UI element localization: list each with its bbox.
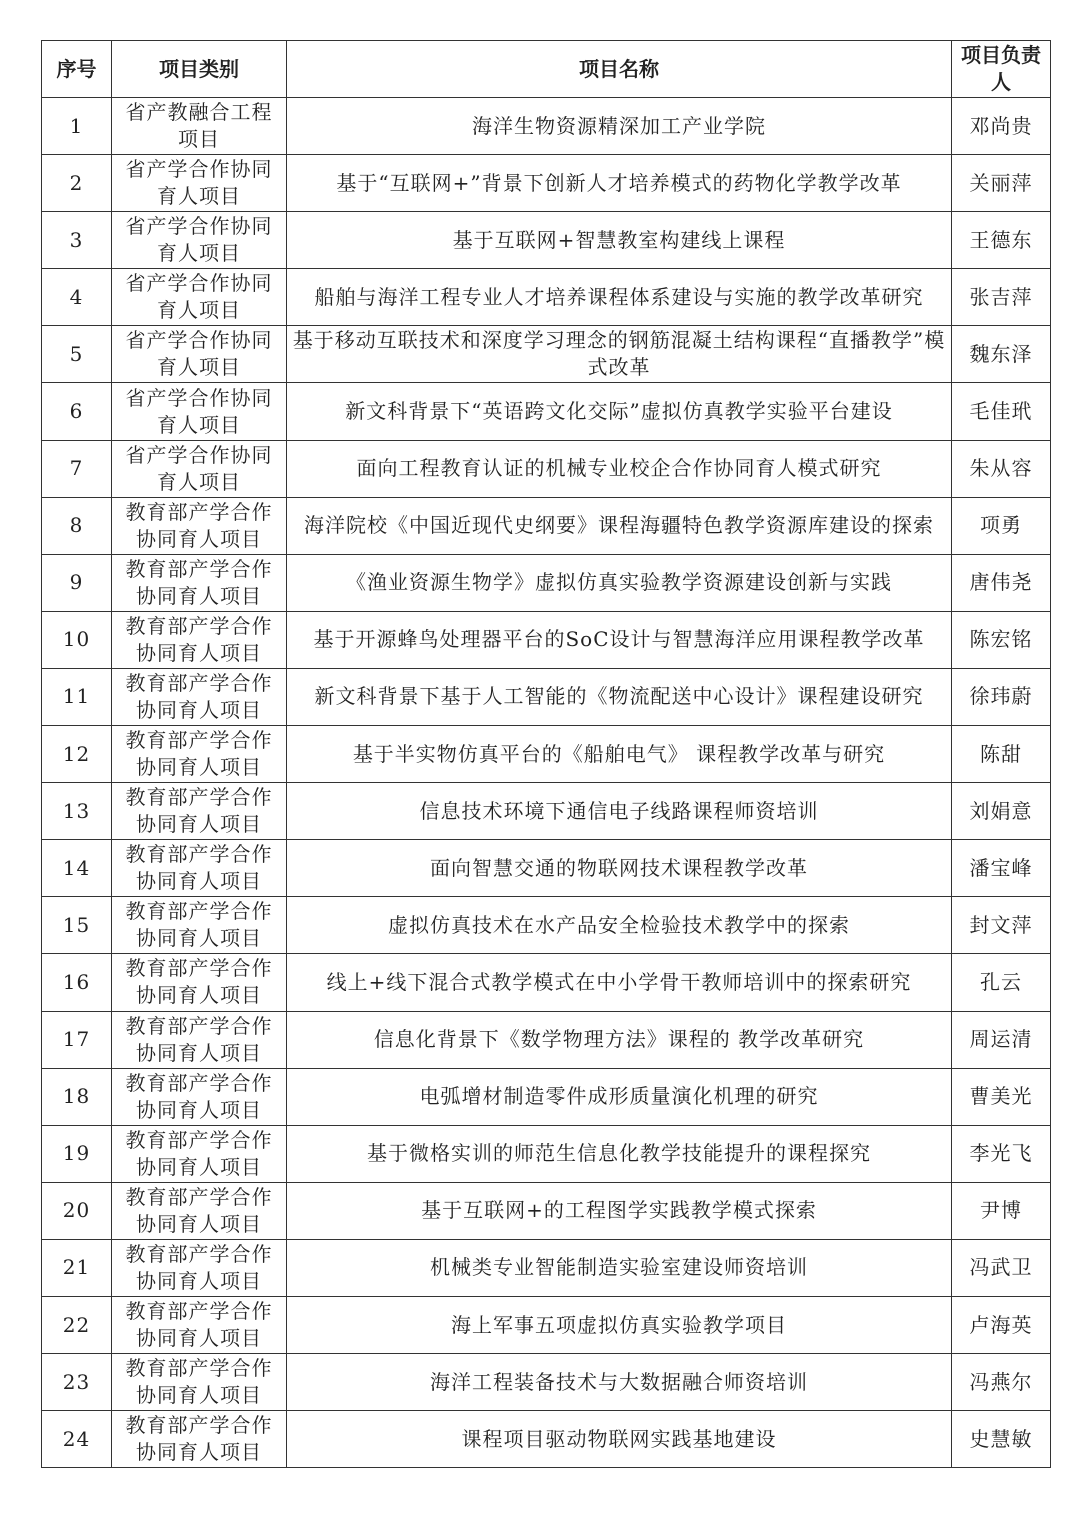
row-number: 20 [42, 1182, 112, 1239]
table-row [42, 554, 1051, 611]
row-number: 3 [42, 212, 112, 269]
table-header-row [42, 41, 1051, 98]
table-row [42, 497, 1051, 554]
project-name: 基于移动互联技术和深度学习理念的钢筋混凝土结构课程“直播教学”模式改革 [287, 326, 952, 383]
project-name: 海洋院校《中国近现代史纲要》课程海疆特色教学资源库建设的探索 [287, 497, 952, 554]
row-number: 6 [42, 383, 112, 440]
project-name: 海洋工程装备技术与大数据融合师资培训 [287, 1354, 952, 1411]
project-category: 教育部产学合作协同育人项目 [112, 668, 287, 725]
project-category: 教育部产学合作协同育人项目 [112, 726, 287, 783]
table-row [42, 1011, 1051, 1068]
row-number: 16 [42, 954, 112, 1011]
project-category: 教育部产学合作协同育人项目 [112, 954, 287, 1011]
project-leader: 封文萍 [952, 897, 1051, 954]
project-leader: 唐伟尧 [952, 554, 1051, 611]
project-category: 教育部产学合作协同育人项目 [112, 1125, 287, 1182]
project-category: 教育部产学合作协同育人项目 [112, 840, 287, 897]
row-number: 21 [42, 1239, 112, 1296]
row-number: 14 [42, 840, 112, 897]
project-leader: 邓尚贵 [952, 98, 1051, 155]
row-number: 5 [42, 326, 112, 383]
project-leader: 潘宝峰 [952, 840, 1051, 897]
row-number: 12 [42, 726, 112, 783]
table-row [42, 1354, 1051, 1411]
row-number: 1 [42, 98, 112, 155]
row-number: 15 [42, 897, 112, 954]
project-leader: 冯武卫 [952, 1239, 1051, 1296]
project-name: 海上军事五项虚拟仿真实验教学项目 [287, 1296, 952, 1353]
project-leader: 曹美光 [952, 1068, 1051, 1125]
project-leader: 张吉萍 [952, 269, 1051, 326]
project-leader: 魏东泽 [952, 326, 1051, 383]
header-no: 序号 [42, 41, 112, 98]
table-row [42, 155, 1051, 212]
row-number: 19 [42, 1125, 112, 1182]
project-name: 船舶与海洋工程专业人才培养课程体系建设与实施的教学改革研究 [287, 269, 952, 326]
project-name: 线上+线下混合式教学模式在中小学骨干教师培训中的探索研究 [287, 954, 952, 1011]
table-row [42, 212, 1051, 269]
table-row [42, 1239, 1051, 1296]
table-row [42, 1125, 1051, 1182]
table-row [42, 326, 1051, 383]
row-number: 4 [42, 269, 112, 326]
table-row [42, 840, 1051, 897]
project-leader: 陈宏铭 [952, 611, 1051, 668]
project-category: 教育部产学合作协同育人项目 [112, 554, 287, 611]
project-leader: 周运清 [952, 1011, 1051, 1068]
project-leader: 孔云 [952, 954, 1051, 1011]
project-category: 教育部产学合作协同育人项目 [112, 1354, 287, 1411]
project-name: 课程项目驱动物联网实践基地建设 [287, 1411, 952, 1468]
project-leader: 刘娟意 [952, 783, 1051, 840]
table-row [42, 269, 1051, 326]
project-leader: 毛佳玳 [952, 383, 1051, 440]
table-row [42, 383, 1051, 440]
table-row [42, 726, 1051, 783]
project-name: 基于微格实训的师范生信息化教学技能提升的课程探究 [287, 1125, 952, 1182]
project-name: 基于“互联网+”背景下创新人才培养模式的药物化学教学改革 [287, 155, 952, 212]
project-name: 《渔业资源生物学》虚拟仿真实验教学资源建设创新与实践 [287, 554, 952, 611]
project-leader: 项勇 [952, 497, 1051, 554]
project-leader: 史慧敏 [952, 1411, 1051, 1468]
project-leader: 李光飞 [952, 1125, 1051, 1182]
project-category: 省产教融合工程项目 [112, 98, 287, 155]
header-leader: 项目负责人 [952, 41, 1051, 98]
row-number: 7 [42, 440, 112, 497]
project-name: 面向工程教育认证的机械专业校企合作协同育人模式研究 [287, 440, 952, 497]
header-name: 项目名称 [287, 41, 952, 98]
row-number: 24 [42, 1411, 112, 1468]
table-row [42, 1068, 1051, 1125]
project-category: 教育部产学合作协同育人项目 [112, 1239, 287, 1296]
project-table [41, 40, 1051, 1468]
project-name: 基于互联网+智慧教室构建线上课程 [287, 212, 952, 269]
table-row [42, 611, 1051, 668]
project-category: 教育部产学合作协同育人项目 [112, 1296, 287, 1353]
row-number: 8 [42, 497, 112, 554]
project-name: 新文科背景下基于人工智能的《物流配送中心设计》课程建设研究 [287, 668, 952, 725]
table-row [42, 668, 1051, 725]
row-number: 11 [42, 668, 112, 725]
project-category: 教育部产学合作协同育人项目 [112, 1068, 287, 1125]
row-number: 2 [42, 155, 112, 212]
project-category: 省产学合作协同育人项目 [112, 383, 287, 440]
project-name: 信息化背景下《数学物理方法》课程的 教学改革研究 [287, 1011, 952, 1068]
project-leader: 关丽萍 [952, 155, 1051, 212]
project-name: 海洋生物资源精深加工产业学院 [287, 98, 952, 155]
project-leader: 尹博 [952, 1182, 1051, 1239]
project-category: 省产学合作协同育人项目 [112, 269, 287, 326]
project-leader: 卢海英 [952, 1296, 1051, 1353]
project-category: 教育部产学合作协同育人项目 [112, 897, 287, 954]
project-category: 省产学合作协同育人项目 [112, 155, 287, 212]
project-name: 信息技术环境下通信电子线路课程师资培训 [287, 783, 952, 840]
row-number: 13 [42, 783, 112, 840]
header-category: 项目类别 [112, 41, 287, 98]
row-number: 23 [42, 1354, 112, 1411]
table-row [42, 98, 1051, 155]
table-row [42, 783, 1051, 840]
row-number: 9 [42, 554, 112, 611]
project-name: 电弧增材制造零件成形质量演化机理的研究 [287, 1068, 952, 1125]
project-name: 虚拟仿真技术在水产品安全检验技术教学中的探索 [287, 897, 952, 954]
table-row [42, 440, 1051, 497]
row-number: 10 [42, 611, 112, 668]
project-category: 教育部产学合作协同育人项目 [112, 1182, 287, 1239]
project-leader: 陈甜 [952, 726, 1051, 783]
project-category: 省产学合作协同育人项目 [112, 440, 287, 497]
project-name: 基于开源蜂鸟处理器平台的SoC设计与智慧海洋应用课程教学改革 [287, 611, 952, 668]
project-name: 基于互联网+的工程图学实践教学模式探索 [287, 1182, 952, 1239]
project-category: 教育部产学合作协同育人项目 [112, 1411, 287, 1468]
project-leader: 朱从容 [952, 440, 1051, 497]
project-leader: 徐玮蔚 [952, 668, 1051, 725]
project-category: 教育部产学合作协同育人项目 [112, 611, 287, 668]
project-category: 省产学合作协同育人项目 [112, 212, 287, 269]
table-row [42, 954, 1051, 1011]
table-row [42, 1182, 1051, 1239]
project-category: 教育部产学合作协同育人项目 [112, 497, 287, 554]
project-category: 教育部产学合作协同育人项目 [112, 1011, 287, 1068]
row-number: 22 [42, 1296, 112, 1353]
project-leader: 冯燕尔 [952, 1354, 1051, 1411]
table-row [42, 1296, 1051, 1353]
table-row [42, 1411, 1051, 1468]
project-category: 省产学合作协同育人项目 [112, 326, 287, 383]
project-name: 基于半实物仿真平台的《船舶电气》 课程教学改革与研究 [287, 726, 952, 783]
project-name: 机械类专业智能制造实验室建设师资培训 [287, 1239, 952, 1296]
project-name: 新文科背景下“英语跨文化交际”虚拟仿真教学实验平台建设 [287, 383, 952, 440]
row-number: 18 [42, 1068, 112, 1125]
table-row [42, 897, 1051, 954]
project-category: 教育部产学合作协同育人项目 [112, 783, 287, 840]
row-number: 17 [42, 1011, 112, 1068]
project-name: 面向智慧交通的物联网技术课程教学改革 [287, 840, 952, 897]
table-body [42, 98, 1051, 1468]
project-leader: 王德东 [952, 212, 1051, 269]
